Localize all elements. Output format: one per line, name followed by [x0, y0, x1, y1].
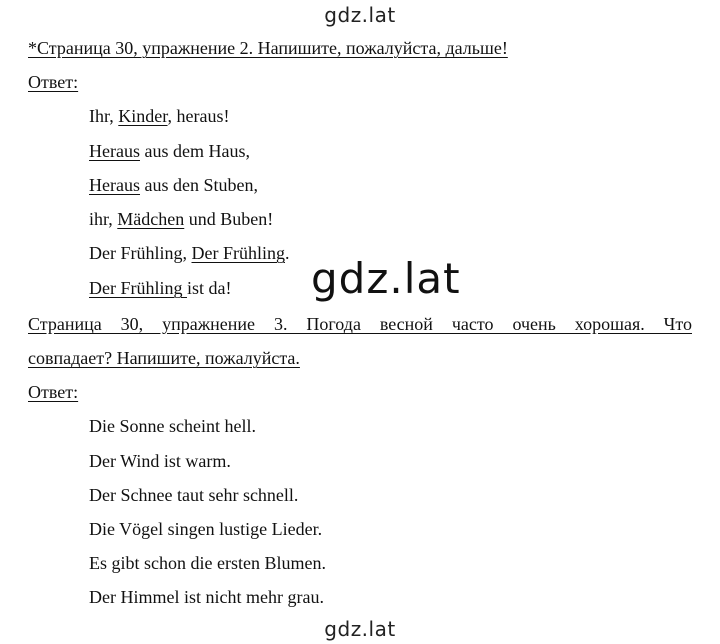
watermark-top: gdz.lat	[324, 3, 396, 27]
poem-line-2-suffix: aus dem Haus,	[139, 141, 250, 161]
poem-line-1-underlined: Kinder	[118, 106, 168, 126]
answer-line-6: Der Himmel ist nicht mehr grau.	[89, 587, 324, 607]
task1-answer-label: Ответ:	[28, 72, 79, 92]
poem-line-6-suffix: ist da!	[187, 278, 232, 298]
answer-line-3: Der Schnee taut sehr schnell.	[89, 485, 299, 505]
poem-line-5	[89, 242, 290, 264]
answer-line-1: Die Sonne scheint hell.	[89, 416, 256, 436]
task2-heading-line-2: совпадает? Напишите, пожалуйста.	[28, 348, 300, 368]
task2-answer-label: Ответ:	[28, 382, 79, 402]
task1-heading: *Страница 30, упражнение 2. Напишите, пожалуйста, дальше!	[28, 38, 508, 58]
answer-line-2: Der Wind ist warm.	[89, 451, 231, 471]
poem-line-1-prefix: Ihr,	[89, 106, 119, 126]
poem-line-1	[89, 105, 230, 127]
poem-line-6-underlined: Der Frühling	[89, 278, 187, 298]
poem-line-3-suffix: aus den Stuben,	[139, 175, 258, 195]
poem-line-2	[89, 140, 250, 162]
watermark-center: gdz.lat	[311, 254, 461, 303]
poem-line-4-underlined: Mädchen	[117, 209, 185, 229]
poem-line-5-underlined: Der Frühling	[191, 243, 285, 263]
poem-line-3-underlined: Heraus	[89, 175, 140, 195]
poem-line-1-suffix: , heraus!	[167, 106, 230, 126]
answer-line-5: Es gibt schon die ersten Blumen.	[89, 553, 326, 573]
poem-line-2-underlined: Heraus	[89, 141, 140, 161]
task2-heading-line-1-text: Страница 30, упражнение 3. Погода весной часто очень хорошая. Что	[28, 314, 692, 334]
watermark-bottom: gdz.lat	[324, 617, 396, 641]
poem-line-4-suffix: und Buben!	[184, 209, 274, 229]
answer-line-4: Die Vögel singen lustige Lieder.	[89, 519, 323, 539]
poem-line-3	[89, 174, 258, 196]
poem-line-5-prefix: Der Frühling,	[89, 243, 192, 263]
poem-line-5-suffix: .	[285, 243, 290, 263]
poem-line-4-prefix: ihr,	[89, 209, 118, 229]
poem-line-6	[89, 277, 232, 299]
poem-line-4	[89, 208, 273, 230]
task2-heading-line-1	[28, 313, 692, 335]
